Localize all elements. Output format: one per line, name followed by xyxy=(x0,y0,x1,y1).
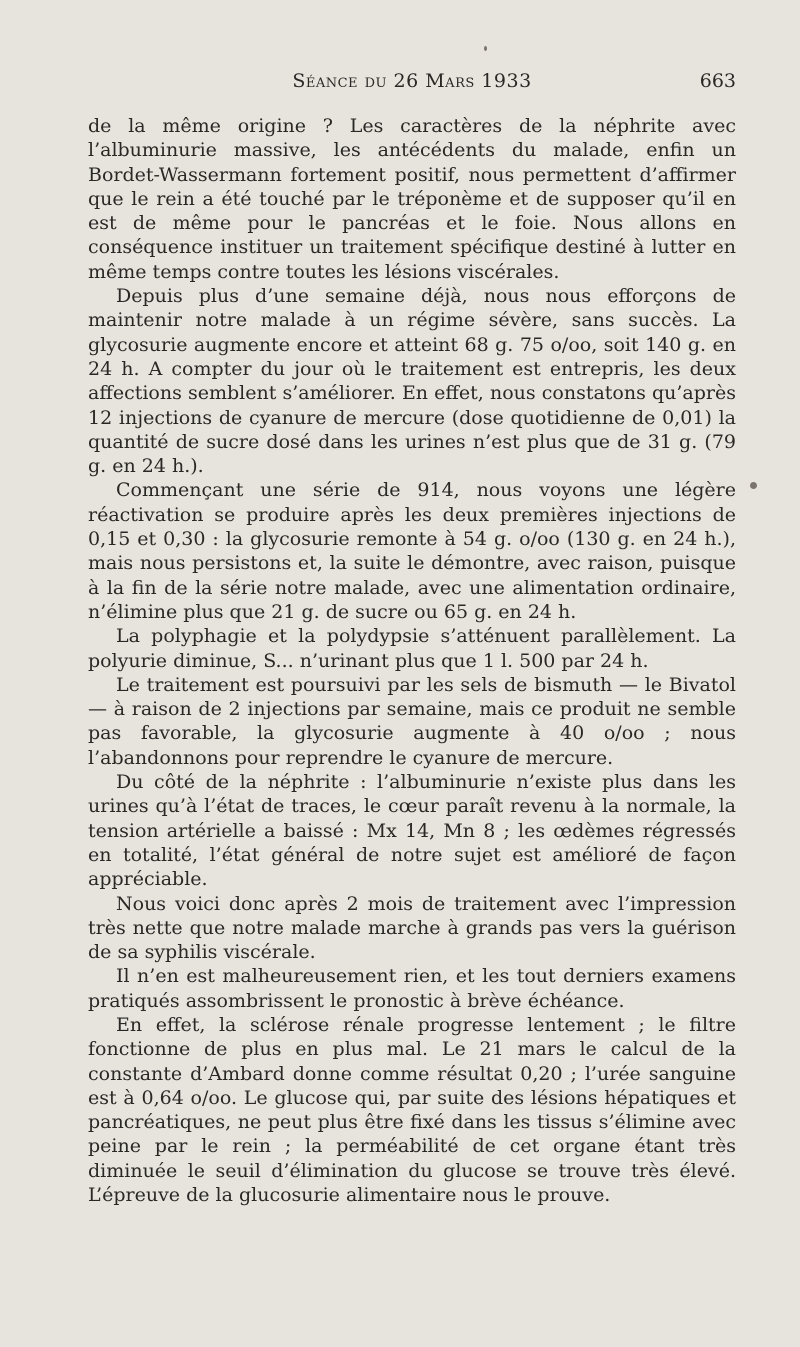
paragraph: La polyphagie et la polydypsie s’atténuent parallèlement. La polyurie diminue, S... n’urinant plus que 1 l. 500 par 24 h. xyxy=(88,625,736,672)
paper-speck xyxy=(484,46,487,51)
paragraph: Du côté de la néphrite : l’albuminurie n’existe plus dans les urines qu’à l’état de traces, le cœur paraît revenu à la normale, la tension artérielle a baissé : Mx 14, Mn 8 ; les œdèmes régressés en totalité, l’état général de notre sujet est amélioré de façon appréciable. xyxy=(88,771,736,891)
paper-speck xyxy=(750,482,757,489)
paragraph: En effet, la sclérose rénale progresse lentement ; le filtre fonctionne de plus en plus mal. Le 21 mars le calcul de la constante d’Ambard donne comme résultat 0,20 ; l’urée sanguine est à 0,64 o/oo. Le glucose qui, par suite des lésions hépatiques et pancréatiques, ne peut plus être fixé dans les tissus s’élimine avec peine par le rein ; la perméabilité de cet organe étant très diminuée le seuil d’élimination du glucose se trouve très élevé. L’épreuve de la glucosurie alimentaire nous le prouve. xyxy=(88,1013,736,1207)
body-text xyxy=(88,114,736,1207)
paragraph: Nous voici donc après 2 mois de traitement avec l’impression très nette que notre malade marche à grands pas vers la guérison de sa syphilis viscérale. xyxy=(88,892,736,964)
paragraph: Commençant une série de 914, nous voyons une légère réactivation se produire après les deux premières injections de 0,15 et 0,30 : la glycosurie remonte à 54 g. o/oo (130 g. en 24 h.), mais nous persistons et, la suite le démontre, avec raison, puisque à la fin de la série notre malade, avec une alimentation ordinaire, n’élimine plus que 21 g. de sucre ou 65 g. en 24 h. xyxy=(88,479,736,623)
running-head xyxy=(88,70,736,100)
paragraph: de la même origine ? Les caractères de la néphrite avec l’albuminurie massive, les antécédents du malade, enfin un Bordet-Wassermann fortement positif, nous permettent d’affirmer que le rein a été touché par le tréponème et de supposer qu’il en est de même pour le pancréas et le foie. Nous allons en conséquence instituer un traitement spécifique destiné à lutter en même temps contre toutes les lésions viscérales. xyxy=(88,115,736,283)
running-title: Séance du 26 Mars 1933 xyxy=(292,70,532,92)
paragraph: Il n’en est malheureusement rien, et les tout derniers examens pratiqués assombrissent le pronostic à brève échéance. xyxy=(88,965,736,1012)
page-number: 663 xyxy=(699,70,736,92)
paragraph: Depuis plus d’une semaine déjà, nous nous efforçons de maintenir notre malade à un régime sévère, sans succès. La glycosurie augmente encore et atteint 68 g. 75 o/oo, soit 140 g. en 24 h. A compter du jour où le traitement est entrepris, les deux affections semblent s’améliorer. En effet, nous constatons qu’après 12 injections de cyanure de mercure (dose quotidienne de 0,01) la quantité de sucre dosé dans les urines n’est plus que de 31 g. (79 g. en 24 h.). xyxy=(88,285,736,478)
paragraph: Le traitement est poursuivi par les sels de bismuth — le Bivatol — à raison de 2 injections par semaine, mais ce produit ne semble pas favorable, la glycosurie augmente à 40 o/oo ; nous l’abandonnons pour reprendre le cyanure de mercure. xyxy=(88,673,736,769)
